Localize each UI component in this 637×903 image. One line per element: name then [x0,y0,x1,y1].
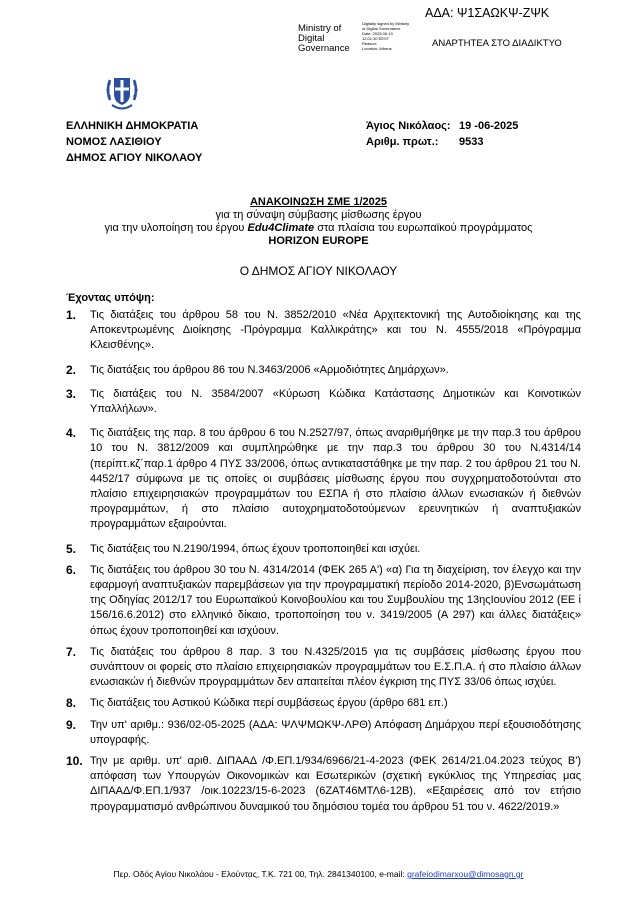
announcement-title: ΑΝΑΚΟΙΝΩΣΗ ΣΜΕ 1/2025 [249,196,388,208]
item-number: 1. [66,308,77,322]
project-name: Edu4Climate [247,222,315,234]
place-label: Άγιος Νικόλαος: [366,120,451,132]
item-text: Τις διατάξεις της παρ. 8 του άρθρου 6 του Ν.2527/97, όπως αναριθμήθηκε με την παρ.3 του άρθρου 10 του Ν. 3812/2009 και συμπληρώθηκε με την παρ.3 του άρθρου 30 του Ν.4314/14 (περίπτ.κζ΄παρ.1 άρθρο 4 ΠΥΣ 33/2006, όπως αντικαταστάθηκε με την παρ. 2 του άρθρου 21 του Ν. 4452/17 σύμφωνα με τις οποίες οι συμβάσεις μίσθωσης έργου που συγχρηματοδοτούνται στο πλαίσιο επιχειρησιακών προγραμμάτων του ΕΣΠΑ ή στο πλαίσιο άλλων ενωσιακών ή διεθνών προγραμμάτων, ή στο πλαίσιο αυτοχρηματοδοτούμενων ερευνητικών ή αναπτυξιακών προγραμμάτων εξαιρούνται. [90,427,581,531]
item-text: Τις διατάξεις του άρθρου 8 παρ. 3 του Ν.4325/2015 για τις συμβάσεις μίσθωσης έργου που συνάπτουν οι φορείς στο πλαίσιο επιχειρησιακών προγραμμάτων του Ε.Σ.Π.Α. ή στο πλαίσιο άλλων ενωσιακών ή διεθνών προγραμμάτων δεν απαιτείται πλέον έγκριση της ΠΥΣ 33/06 όπως ισχύει. [90,645,581,689]
date-row [366,118,518,134]
item-number: 8. [66,696,77,711]
protocol-label: Αριθμ. πρωτ.: [366,136,439,148]
item-number: 6. [66,562,77,577]
gov-line-3: Governance [298,43,350,54]
signature-line: of Digital Governance [362,26,401,31]
signature-line: Date: 2025.06.19 [362,31,393,36]
considering-heading: Έχοντας υπόψη: [66,292,155,304]
gov-line-1: Ministry of [298,23,342,34]
footer-address: Περ. Οδός Αγίου Νικολάου - Ελούντας, Τ.Κ. 721 00, Τηλ. 2841340100, e-mail: [113,869,408,879]
announcement-subtitle: για τη σύναψη σύμβασης μίσθωσης έργου [215,209,422,221]
item-number: 3. [66,386,77,401]
list-item [66,696,581,711]
list-item [66,363,581,378]
digital-signature-block [362,21,432,51]
item-text: Τις διατάξεις του Ν.2190/1994, όπως έχουν τροποποιηθεί και ισχύει. [90,542,421,555]
document-date: 19 -06-2025 [459,120,519,132]
item-number: 2. [66,362,77,377]
protocol-number: 9533 [459,136,484,148]
signing-authority [298,24,350,54]
gov-line-2: Digital [298,33,325,44]
footer-email-link[interactable]: grafeiodimarxou@dimosagn.gr [407,869,524,879]
protocol-row [366,134,518,150]
project-line-suffix: στα πλαίσια του ευρωπαϊκού προγράμματος [314,222,533,234]
ada-code: ΑΔΑ: Ψ1ΣΑΩΚΨ-ΖΨΚ [425,6,550,20]
item-number: 4. [66,426,77,441]
item-text: Τις διατάξεις του άρθρου 58 του Ν. 3852/2010 «Νέα Αρχιτεκτονική της Αυτοδιοίκησης και της Αποκεντρωμένης Διοίκησης -Πρόγραμμα Καλλικράτης» και του Ν. 4555/2018 «Πρόγραμμα Κλεισθένης». [90,309,581,352]
list-item [66,542,581,557]
item-number: 10. [66,754,83,769]
programme-name: HORIZON EUROPE [268,235,369,247]
signature-line: Digitally signed by Ministry [362,21,410,26]
project-line-prefix: για την υλοποίηση του έργου [104,222,248,234]
item-text: Τις διατάξεις του Ν. 3584/2007 «Κύρωση Κώδικα Κατάστασης Δημοτικών και Κοινοτικών Υπαλλήλων». [90,387,581,416]
signature-line: Location: Athens [362,46,392,51]
list-item [66,426,581,532]
list-item [66,645,581,691]
issuer-block [66,118,202,166]
legal-basis-list [66,308,581,815]
signature-line: Reason: [362,41,377,46]
item-number: 5. [66,541,77,556]
item-text: Την με αριθμ. υπ' αριθ. ΔΙΠΑΑΔ /Φ.ΕΠ.1/934/6966/21-4-2023 (ΦΕΚ 2614/21.04.2023 τεύχος Β') απόφαση των Υπουργών Οικονομικών και Εσωτερικών (σχετική εγκύκλιος της Υπηρεσίας μας ΔΙΠΑΑΔ/Φ.ΕΠ.1/937 /οικ.10223/15-6-2023 (6ΖΑΤ46ΜΤΛ6-12Β). «Εξαιρέσεις από τον ετήσιο προγραμματισμό ανθρώπινου δυναμικού του δημόσιου τομέα του άρθρου 51 του ν. 4622/2019.» [90,755,581,813]
list-item [66,563,581,639]
issuer-line-3: ΔΗΜΟΣ ΑΓΙΟΥ ΝΙΚΟΛΑΟΥ [66,152,203,164]
footer-contact [0,869,637,879]
item-text: Τις διατάξεις του άρθρου 30 του Ν. 4314/2014 (ΦΕΚ 265 Α') «α) Για τη διαχείριση, τον έλεγχο και την εφαρμογή αναπτυξιακών παρεμβάσεων για την προγραμματική περίοδο 2014-2020, β)Ενσωμάτωση της Οδηγίας 2012/17 του Ευρωπαϊκού Κοινοβουλίου και του Συμβουλίου της 13ηςΙουνίου 2012 (ΕΕ ί 156/16.6.2012) στο ελληνικό δίκαιο, τροποποίηση του ν. 3419/2005 (Α 297) και άλλες διατάξεις» όπως έχουν τροποποιηθεί και ισχύουν. [90,563,581,637]
list-item [66,718,581,748]
list-item [66,387,581,417]
item-text: Τις διατάξεις του άρθρου 86 του Ν.3463/2006 «Αρμοδιότητες Δημάρχων». [90,363,449,376]
issuer-line-1: ΕΛΛΗΝΙΚΗ ΔΗΜΟΚΡΑΤΙΑ [66,120,199,132]
list-item [66,308,581,354]
item-number: 9. [66,717,77,732]
announcement-project-line [0,222,637,235]
document-meta [366,118,518,150]
issuing-authority: Ο ΔΗΜΟΣ ΑΓΙΟΥ ΝΙΚΟΛΑΟΥ [239,264,398,278]
hellenic-republic-emblem-icon [104,72,140,112]
item-text: Τις διατάξεις του Αστικού Κώδικα περί συμβάσεως έργου (άρθρο 681 επ.) [90,697,448,710]
post-notice: ΑΝΑΡΤΗΤΕΑ ΣΤΟ ΔΙΑΔΙΚΤΥΟ [432,38,562,49]
item-number: 7. [66,644,77,659]
list-item [66,754,581,815]
issuer-line-2: ΝΟΜΟΣ ΛΑΣΙΘΙΟΥ [66,136,162,148]
item-text: Την υπ' αριθμ.: 936/02-05-2025 (ΑΔΑ: ΨΛΨΜΩΚΨ-ΛΡΘ) Απόφαση Δημάρχου περί εξουσιοδότησης υπογραφής. [90,718,581,746]
signature-line: 12:01:30 EEST [362,36,390,41]
